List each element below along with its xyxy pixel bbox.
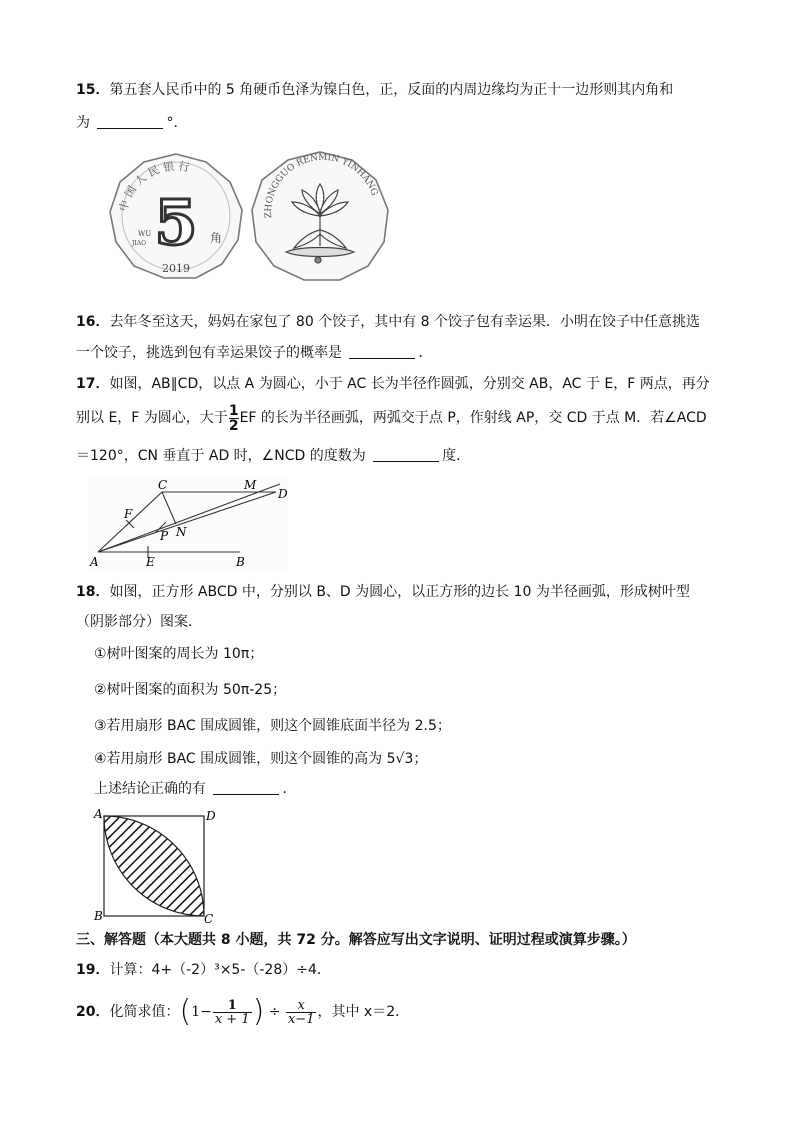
q15-text: 第五套人民币中的 5 角硬币色泽为镍白色，正，反面的内周边缘均为正十一边形则其内角和	[109, 82, 674, 98]
q17-text3-pre: ＝120°，CN 垂直于 AD 时，∠NCD 的度数为	[76, 448, 366, 464]
q16-answer-blank[interactable]	[349, 344, 415, 359]
q15-line2	[76, 113, 178, 133]
q15-line1	[76, 80, 673, 100]
q17-text-pre: 别以 E，F 为圆心，大于	[76, 410, 228, 426]
q15-number: 15．	[76, 82, 110, 98]
q16-text-pre: 一个饺子，挑选到包有幸运果饺子的概率是	[76, 345, 342, 361]
coin-front-value: 5	[154, 186, 198, 259]
label-c: C	[158, 478, 168, 492]
label-n: N	[176, 525, 187, 539]
q17-answer-blank[interactable]	[373, 447, 439, 462]
q20-number: 20．	[76, 1004, 110, 1020]
section-3-title: 三、解答题（本大题共 8 小题，共 72 分。解答应写出文字说明、证明过程或演算步骤。）	[76, 932, 636, 948]
q18-answer-blank[interactable]	[213, 780, 279, 795]
q18-conclusion	[94, 779, 296, 799]
label-a: A	[90, 555, 99, 569]
q18-item-2: ②树叶图案的面积为 50π-25；	[94, 682, 287, 698]
coin-front-top-text: 中 国 人 民 银 行	[116, 159, 191, 213]
q18-number: 18．	[76, 584, 110, 600]
q17-line2	[76, 402, 707, 434]
coin-back-ring-text: ZHONGGUO RENMIN YINHANG	[263, 152, 380, 219]
q17-line3	[76, 446, 470, 466]
q17-number: 17．	[76, 376, 110, 392]
q15-answer-blank[interactable]	[97, 114, 163, 129]
label-d: D	[278, 487, 288, 501]
q18-figure	[90, 806, 220, 924]
q16-line2	[76, 343, 432, 363]
label-b: B	[236, 555, 245, 569]
label-m: M	[244, 478, 257, 492]
label-d: D	[206, 809, 216, 823]
q16-text: 去年冬至这天，妈妈在家包了 80 个饺子，其中有 8 个饺子包有幸运果．小明在饺子中任意挑选	[109, 314, 701, 330]
q18-conclusion-post: ．	[282, 781, 297, 797]
q16-number: 16．	[76, 314, 110, 330]
q17-text-post: EF 的长为半径画弧，两弧交于点 P，作射线 AP，交 CD 于点 M．若∠ACD	[239, 410, 707, 426]
q18-text: 如图，正方形 ABCD 中，分别以 B、D 为圆心，以正方形的边长 10 为半径画弧，形成树叶型	[109, 584, 690, 600]
q16-line1	[76, 312, 700, 332]
coin-front-wu: WU	[138, 230, 152, 238]
q20-text-pre: 化简求值：	[109, 1004, 180, 1020]
q18-item-1: ①树叶图案的周长为 10π；	[94, 646, 264, 662]
q17-text3-post: 度．	[442, 448, 471, 464]
label-e: E	[146, 555, 155, 569]
coin-front-year: 2019	[162, 262, 190, 275]
q18-item-4: ④若用扇形 BAC 围成圆锥，则这个圆锥的高为 5√3；	[94, 751, 428, 767]
q18-line1	[76, 582, 690, 602]
label-c: C	[204, 912, 214, 924]
q16-text-post: ．	[418, 345, 433, 361]
label-b: B	[94, 909, 103, 923]
q20-fraction-2: $\frac{x}{x-1}$	[287, 997, 315, 1027]
label-p: P	[160, 529, 169, 543]
q20-one: 1−	[191, 1004, 212, 1020]
q18-line2: （阴影部分）图案．	[76, 614, 202, 630]
q18-item-3: ③若用扇形 BAC 围成圆锥，则这个圆锥底面半径为 2.5；	[94, 718, 451, 734]
q15-text-post: °.	[166, 115, 178, 131]
q17-text: 如图，AB∥CD，以点 A 为圆心，小于 AC 长为半径作圆弧，分别交 AB，AC 于 E，F 两点，再分	[109, 376, 710, 392]
q18-conclusion-pre: 上述结论正确的有	[94, 781, 206, 797]
coin-front-jiao: JIAO	[132, 240, 147, 247]
q20-text-post: ，其中 x＝2．	[317, 1004, 410, 1020]
q15-text-pre: 为	[76, 115, 90, 131]
q19-number: 19．	[76, 962, 110, 978]
q17-figure	[88, 478, 288, 570]
coin-figure	[104, 150, 394, 282]
q19-line	[76, 960, 331, 980]
right-paren: )	[252, 994, 265, 1029]
label-f: F	[124, 507, 133, 521]
left-paren: (	[179, 994, 192, 1029]
q17-fraction-half: $\frac{1}{2}$	[228, 402, 239, 434]
q20-fraction-1: $\frac{1}{x + 1}$	[214, 997, 250, 1027]
coin-front-unit: 角	[210, 231, 223, 245]
q20-line	[76, 992, 409, 1032]
q20-divide: ÷	[264, 1004, 285, 1020]
q19-text: 计算：4+（-2）³×5-（-28）÷4．	[109, 962, 331, 978]
label-a: A	[94, 807, 103, 821]
q17-line1	[76, 374, 710, 394]
